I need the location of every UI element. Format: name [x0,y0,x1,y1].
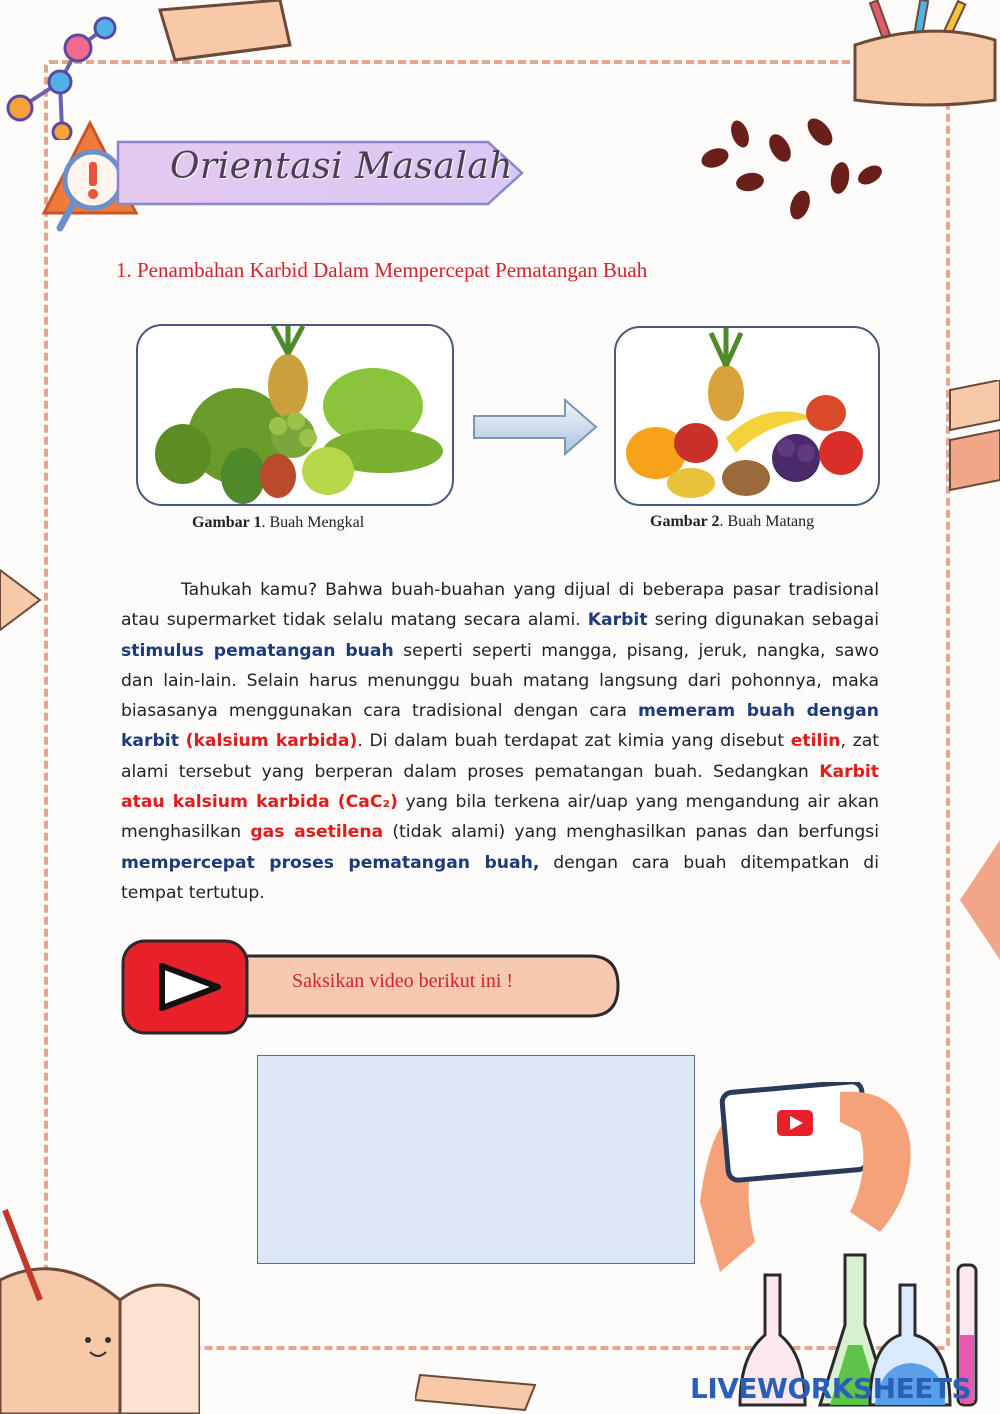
triangle-decoration-icon [0,560,45,640]
keyword-gas-asetilena: gas asetilena [250,822,384,843]
para-text-2: sering digunakan sebagai [647,610,880,631]
para-text-7: yang bila terkena air/uap yang mengandung air akan menghasilkan [121,792,879,843]
para-text-3: seperti seperti mangga, pisang, jeruk, nangka, sawo dan lain-lain. Selain harus menunggu buah matang langsung dari pohonnya, maka biasasanya menggunakan cara tradisional dengan cara [121,640,879,722]
figure-1-label: Gambar 1 [192,514,262,531]
pencil-decoration-icon [415,1370,545,1414]
para-text-6: , zat alami tersebut yang berperan dalam proses pematangan buah. Sedangkan [121,731,879,782]
keyword-memeram: memeram buah dengan karbit [121,701,879,752]
seeds-decoration-icon [695,110,895,230]
keyword-cac2: Karbit atau kalsium karbida (CaC₂) [121,761,879,813]
figure-ripe-fruits [614,326,880,506]
body-paragraph [121,575,879,908]
figure-2-text: . Buah Matang [719,513,815,530]
keyword-stimulus: stimulus pematangan buah [121,640,394,661]
figure-1-caption [192,514,364,532]
keyword-kalsium-karbida: (kalsium karbida) [185,731,358,752]
figure-2-label: Gambar 2 [650,513,720,530]
triangle-decoration-icon-2 [955,840,1000,960]
figure-unripe-fruits [136,324,454,506]
para-text-9: dengan cara buah ditempatkan di tempat tertutup. [121,852,879,903]
section-heading: 1. Penambahan Karbid Dalam Mempercepat Pematangan Buah [116,258,648,282]
para-text-5: . Di dalam buah terdapat zat kimia yang disebut [357,731,791,752]
video-label: Saksikan video berikut ini ! [292,970,514,992]
keyword-mempercepat: mempercepat proses pematangan buah, [121,852,540,873]
book-decoration-icon [150,0,300,70]
ripe-fruits-image [616,328,878,504]
arrow-right-icon [470,396,600,458]
pencil-case-icon [820,0,1000,110]
figure-2-caption [650,513,814,531]
para-text-4 [179,731,186,751]
figure-1-text: . Buah Mengkal [261,514,365,531]
liveworksheets-watermark: LIVEWORKSHEETS [690,1372,972,1405]
open-book-icon [0,1190,200,1414]
para-text-8: (tidak alami) yang menghasilkan panas dan berfungsi [383,822,880,843]
video-player[interactable] [257,1055,695,1264]
page-title: Orientasi Masalah [170,146,514,187]
unripe-fruits-image [138,326,452,504]
keyword-karbit: Karbit [587,610,648,631]
book-stack-decoration-icon [945,380,1000,500]
phone-video-icon [700,1082,930,1272]
para-text-1: Tahukah kamu? Bahwa buah-buahan yang dijual di beberapa pasar tradisional atau supermarket tidak selalu matang secara alami. [121,580,879,631]
keyword-etilin: etilin [790,731,841,752]
